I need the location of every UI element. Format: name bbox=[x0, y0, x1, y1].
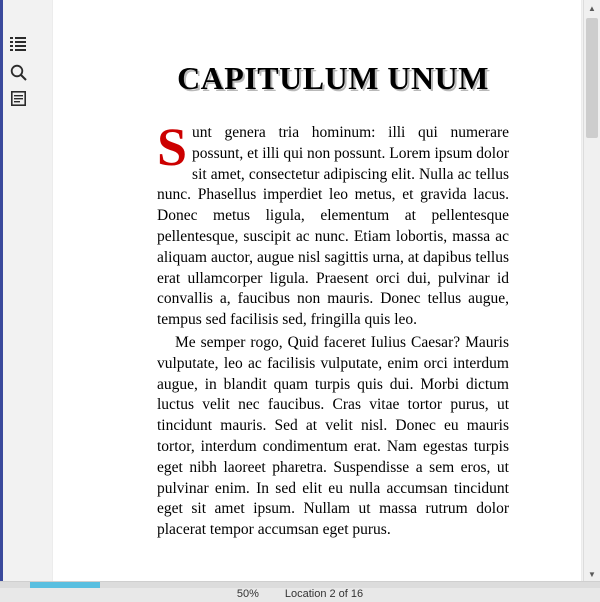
status-row bbox=[0, 586, 600, 602]
status-bar bbox=[0, 581, 600, 602]
sidebar-accent-bar bbox=[0, 0, 3, 582]
paragraph-1-text: unt genera tria hominum: illi qui numerare possunt, et illi qui non possunt. Lorem ipsum dolor sit amet, consectetur adipiscing elit. Nulla ac tellus nunc. Phasellus imperdiet leo metus, et gravida lacus. Donec metus ligula, elementum at pellentesque pellentesque, suscipit ac nunc. Etiam lobortis, massa ac aliquam auctor, augue nisl sagittis urna, at dapibus tellus erat ullamcorper ligula. Praesent orci dui, pulvinar id convallis a, faucibus non mauris. Donec tellus augue, tempus sed facilisis sed, fringilla quis leo. bbox=[157, 124, 509, 329]
search-icon[interactable] bbox=[6, 60, 30, 84]
vertical-scrollbar[interactable] bbox=[583, 0, 600, 582]
scrollbar-thumb[interactable] bbox=[586, 18, 598, 138]
chapter-title: CAPITULUM UNUM bbox=[177, 60, 489, 96]
notes-icon[interactable] bbox=[6, 86, 30, 110]
scroll-down-icon[interactable]: ▼ bbox=[588, 569, 596, 579]
drop-cap: S bbox=[157, 117, 188, 177]
left-sidebar bbox=[0, 0, 35, 582]
book-page bbox=[53, 0, 581, 582]
zoom-level[interactable]: 50% bbox=[236, 588, 259, 600]
paragraph-2: Me semper rogo, Quid faceret Iulius Caesar? Mauris vulputate, leo ac facilisis vulputate, enim orci interdum augue, in blandit quam turpis quis dui. Morbi dictum luctus velit nec faucibus. Cras vitae tortor purus, ut tincidunt mauris. Sed at velit nisl. Donec eu mauris tortor, interdum condimentum erat. Nam egestas turpis eget nibh laoreet pharetra. Suspendisse a sem eros, ut pulvinar enim. In sed elit eu nulla accumsan tincidunt eget sit amet ipsum. Nullam ut massa rutrum dolor placerat tempor accumsan eget purus. bbox=[157, 333, 509, 539]
location-indicator[interactable]: Location 2 of 16 bbox=[284, 588, 364, 600]
scroll-up-icon[interactable]: ▲ bbox=[588, 3, 596, 13]
body-text bbox=[157, 117, 509, 541]
reading-pane[interactable] bbox=[34, 0, 600, 582]
paragraph-1 bbox=[157, 117, 509, 331]
page-text-column bbox=[157, 0, 509, 541]
table-of-contents-icon[interactable] bbox=[6, 32, 30, 56]
